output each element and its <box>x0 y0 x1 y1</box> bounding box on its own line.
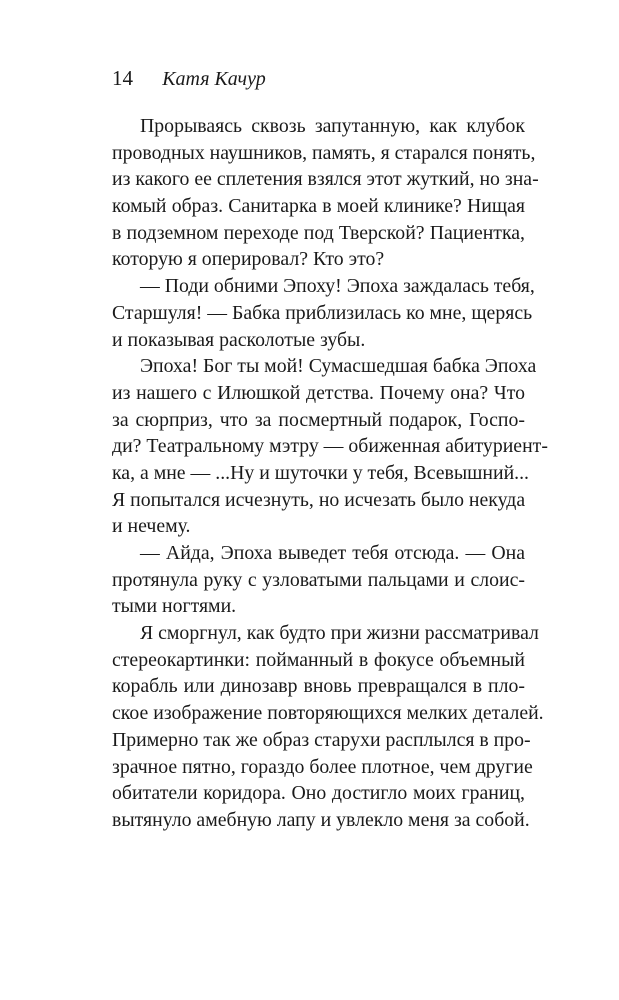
paragraph-5 <box>112 620 544 834</box>
paragraph-4 <box>112 540 525 620</box>
paragraph-1 <box>112 113 539 273</box>
text-line: стереокартинки: пойманный в фокусе объемный <box>112 648 525 671</box>
text-line: и показывая расколотые зубы. <box>112 328 366 351</box>
text-line: в подземном переходе под Тверской? Пациентка, <box>112 221 525 244</box>
paragraph-2 <box>112 273 535 353</box>
text-line: и нечему. <box>112 515 191 538</box>
running-head <box>112 64 266 93</box>
text-line: корабль или динозавр вновь превращался в пло- <box>112 675 525 698</box>
text-line: проводных наушников, память, я старался понять, <box>112 141 536 164</box>
text-line: протянула руку с узловатыми пальцами и слоис- <box>112 568 525 591</box>
text-line: Эпоха! Бог ты мой! Сумасшедшая бабка Эпоха <box>140 355 537 378</box>
text-line: Я попытался исчезнуть, но исчезать было некуда <box>112 488 526 511</box>
author-name: Катя Качур <box>162 68 266 90</box>
text-line: за сюрприз, что за посмертный подарок, Госпо- <box>112 408 525 431</box>
page-number: 14 <box>112 66 133 90</box>
text-line: Я сморгнул, как будто при жизни рассматривал <box>140 622 539 645</box>
text-line: — Айда, Эпоха выведет тебя отсюда. — Она <box>140 542 525 564</box>
text-line: комый образ. Санитарка в моей клинике? Нищая <box>112 195 525 218</box>
text-line: из нашего с Илюшкой детства. Почему она? Что <box>112 381 525 404</box>
text-line: ди? Театральному мэтру — обиженная абитуриент- <box>112 435 548 458</box>
text-line: — Поди обними Эпоху! Эпоха заждалась тебя, <box>140 275 535 298</box>
text-line: Прорываясь сквозь запутанную, как клубок <box>140 115 525 137</box>
text-line: из какого ее сплетения взялся этот жуткий, но зна- <box>112 168 539 191</box>
text-line: Старшуля! — Бабка приблизилась ко мне, щерясь <box>112 301 533 324</box>
text-line: ское изображение повторяющихся мелких деталей. <box>112 702 544 725</box>
text-line: вытянуло амебную лапу и увлекло меня за собой. <box>112 808 530 831</box>
text-line: тыми ногтями. <box>112 595 237 618</box>
text-line: Примерно так же образ старухи расплылся в про- <box>112 728 531 751</box>
body-text <box>112 113 548 834</box>
text-line: которую я оперировал? Кто это? <box>112 248 385 271</box>
text-line: ка, а мне — ...Ну и шуточки у тебя, Всевышний... <box>112 461 529 484</box>
text-line: обитатели коридора. Оно достигло моих границ, <box>112 782 525 805</box>
text-line: зрачное пятно, гораздо более плотное, чем другие <box>112 755 533 778</box>
paragraph-3 <box>112 353 548 540</box>
